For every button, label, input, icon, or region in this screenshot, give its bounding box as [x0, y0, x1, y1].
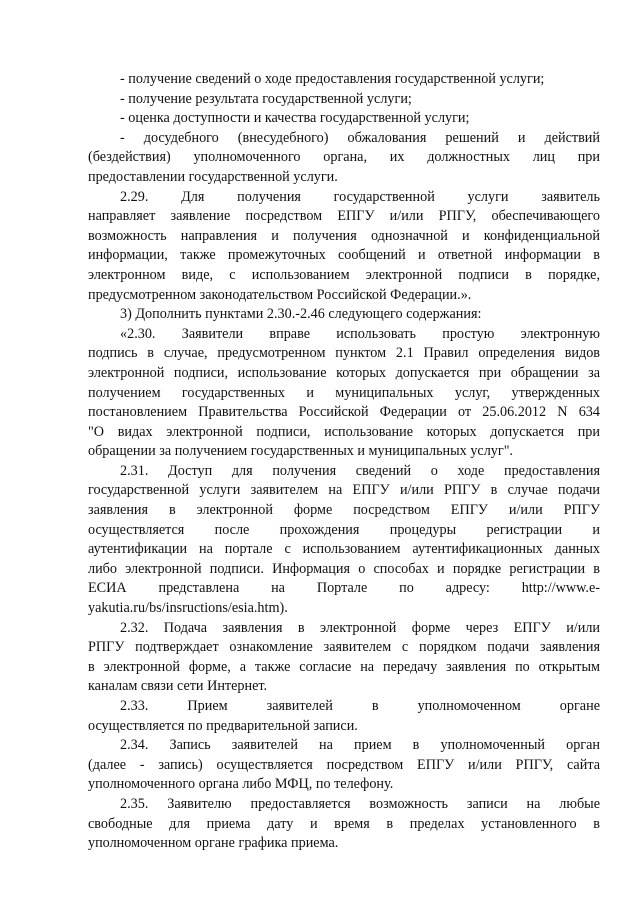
text-line: уполномоченного органа либо МФЦ, по телефону. [88, 776, 394, 793]
text-line: «2.30. Заявители вправе использовать простую электронную [120, 325, 600, 342]
text-line: получением государственных и муниципальных услуг, утвержденных [88, 384, 600, 401]
text-line: заявления в электронной форме посредством ЕПГУ и/или РПГУ [88, 502, 600, 519]
text-line: - оценка доступности и качества государственной услуги; [120, 110, 470, 127]
text-line: 2.33. Прием заявителей в уполномоченном органе [120, 698, 600, 714]
text-line: 2.35. Заявителю предоставляется возможность записи на любые [120, 795, 600, 812]
text-line: yakutia.ru/bs/insructions/esia.htm). [88, 600, 288, 617]
text-line: подпись в случае, предусмотренном пунктом 2.1 Правил определения видов [88, 345, 600, 362]
text-line: направляет заявление посредством ЕПГУ и/или РПГУ, обеспечивающего [88, 208, 600, 225]
text-line: государственной услуги заявителем на ЕПГУ и/или РПГУ в случае подачи [88, 482, 600, 499]
text-line: либо электронной подписи. Информация о способах и порядке регистрации в [88, 560, 600, 577]
text-line: осуществляется после прохождения процедуры регистрации и [88, 521, 600, 538]
text-line: каналам связи сети Интернет. [88, 678, 268, 695]
text-line: - получение сведений о ходе предоставления государственной услуги; [120, 71, 545, 87]
text-line: аутентификации на портале с использованием аутентификационных данных [88, 541, 600, 558]
text-line: электронной подписи, использование которых допускается при обращении за [88, 364, 600, 381]
text-line: свободные для приема дату и время в пределах установленного в [88, 815, 600, 832]
text-line: информации, также промежуточных сообщений и ответной информации в [88, 247, 600, 264]
text-line: обращении за получением государственных и муниципальных услуг". [88, 443, 514, 460]
text-line: (далее - запись) осуществляется посредством ЕПГУ и/или РПГУ, сайта [88, 756, 600, 773]
text-line: уполномоченном органе графика приема. [88, 835, 339, 852]
text-line: - досудебного (внесудебного) обжалования решений и действий [120, 129, 600, 146]
text-line: электронном виде, с использованием электронной подписи в порядке, [88, 266, 600, 283]
text-line: 2.29. Для получения государственной услуги заявитель [120, 188, 600, 205]
text-line: в электронной форме, а также согласие на передачу заявления по открытым [88, 658, 600, 675]
text-line: 2.32. Подача заявления в электронной форме через ЕПГУ и/или [120, 619, 600, 636]
text-line: 2.34. Запись заявителей на прием в уполномоченный орган [120, 737, 600, 754]
text-line: ЕСИА представлена на Портале по адресу: http://www.e- [88, 580, 600, 597]
text-line: предусмотренном законодательством Российской Федерации.». [88, 286, 472, 303]
text-line: возможность направления и получения однозначной и конфиденциальной [88, 227, 600, 244]
text-line: осуществляется по предварительной записи. [88, 717, 358, 734]
text-line: - получение результата государственной услуги; [120, 90, 412, 107]
text-line: РПГУ подтверждает ознакомление заявителем с порядком подачи заявления [88, 639, 600, 656]
text-line: "О видах электронной подписи, использование которых допускается при [88, 423, 600, 440]
text-line: постановлением Правительства Российской Федерации от 25.06.2012 N 634 [88, 404, 600, 421]
text-line: предоставлении государственной услуги. [88, 168, 338, 185]
text-line: (бездействия) уполномоченного органа, их должностных лиц при [88, 149, 600, 166]
document-page [88, 70, 600, 854]
text-line: 3) Дополнить пунктами 2.30.-2.46 следующего содержания: [120, 306, 482, 323]
text-line: 2.31. Доступ для получения сведений о ходе предоставления [120, 462, 600, 479]
